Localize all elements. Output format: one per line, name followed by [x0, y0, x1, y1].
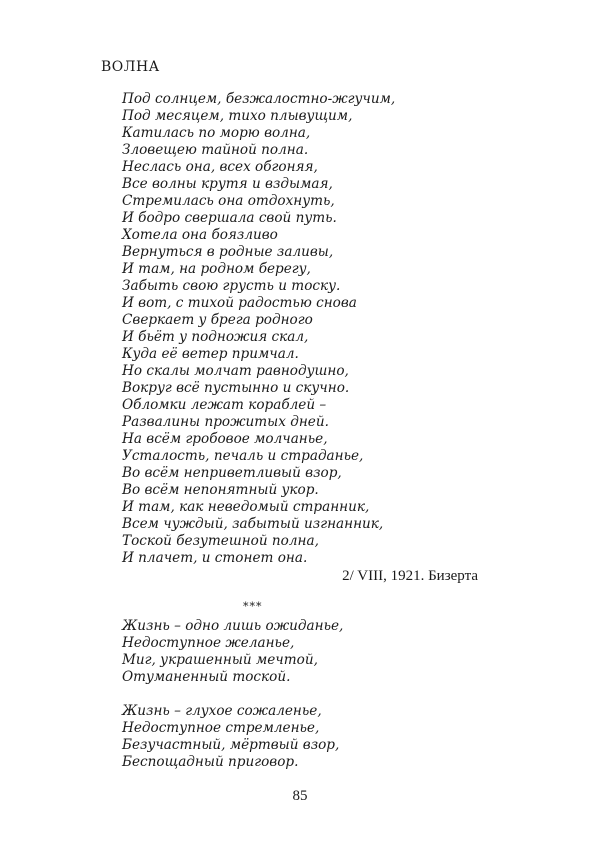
poem-line: Куда её ветер примчал.: [122, 346, 299, 362]
poem-line: Сверкает у брега родного: [122, 312, 313, 328]
poem-line: Все волны крутя и вздымая,: [122, 176, 333, 192]
poem-line: Во всём непонятный укор.: [122, 482, 319, 498]
poem-line: Беспощадный приговор.: [122, 754, 299, 770]
poem-line: Под месяцем, тихо плывущим,: [122, 108, 353, 124]
poem-line: Недоступное стремленье,: [122, 720, 320, 736]
poem-line: Во всём неприветливый взор,: [122, 465, 342, 481]
poem-line: Отуманенный тоской.: [122, 669, 291, 685]
poem-line: Неслась она, всех обгоняя,: [122, 159, 318, 175]
poem-line: Забыть свою грусть и тоску.: [122, 278, 341, 294]
poem-line: Тоской безутешной полна,: [122, 533, 319, 549]
poem-dateline: 2/ VIII, 1921. Бизерта: [342, 568, 478, 584]
poem-line: Хотела она боязливо: [122, 227, 278, 243]
poem-line: Вернуться в родные заливы,: [122, 244, 334, 260]
poem-line: Усталость, печаль и страданье,: [122, 448, 364, 464]
poem-line: Жизнь – одно лишь ожиданье,: [122, 618, 344, 634]
poem-line: И там, как неведомый странник,: [122, 499, 370, 515]
poem-line: Но скалы молчат равнодушно,: [122, 363, 349, 379]
poem-line: Безучастный, мёртвый взор,: [122, 737, 340, 753]
poem-line: Зловещею тайной полна.: [122, 142, 309, 158]
poem-line: Катилась по морю волна,: [122, 125, 311, 141]
poem-line: И вот, с тихой радостью снова: [122, 295, 357, 311]
poem-stanza-1: [122, 618, 343, 686]
poem-line: Жизнь – глухое сожаленье,: [122, 703, 322, 719]
poem-title: ВОЛНА: [101, 59, 160, 75]
poem-line: И плачет, и стонет она.: [122, 550, 308, 566]
poem-line: Обломки лежат кораблей –: [122, 397, 327, 413]
poem-line: И там, на родном берегу,: [122, 261, 311, 277]
poem-line: Вокруг всё пустынно и скучно.: [122, 380, 350, 396]
poem-line: Миг, украшенный мечтой,: [122, 652, 318, 668]
page-number: 85: [292, 788, 308, 804]
poem-line: Всем чуждый, забытый изгнанник,: [122, 516, 384, 532]
poem-line: И бодро свершала свой путь.: [122, 210, 337, 226]
poem-volna-lines: [122, 91, 395, 567]
poem-line: Стремилась она отдохнуть,: [122, 193, 335, 209]
poem-line: Развалины прожитых дней.: [122, 414, 329, 430]
poem-line: Под солнцем, безжалостно-жгучим,: [122, 91, 396, 107]
poem-line: Недоступное желанье,: [122, 635, 295, 651]
poem-line: На всём гробовое молчанье,: [122, 431, 328, 447]
poem-line: И бьёт у подножия скал,: [122, 329, 309, 345]
poem-stanza-2: [122, 703, 339, 771]
section-separator: ***: [243, 600, 263, 613]
